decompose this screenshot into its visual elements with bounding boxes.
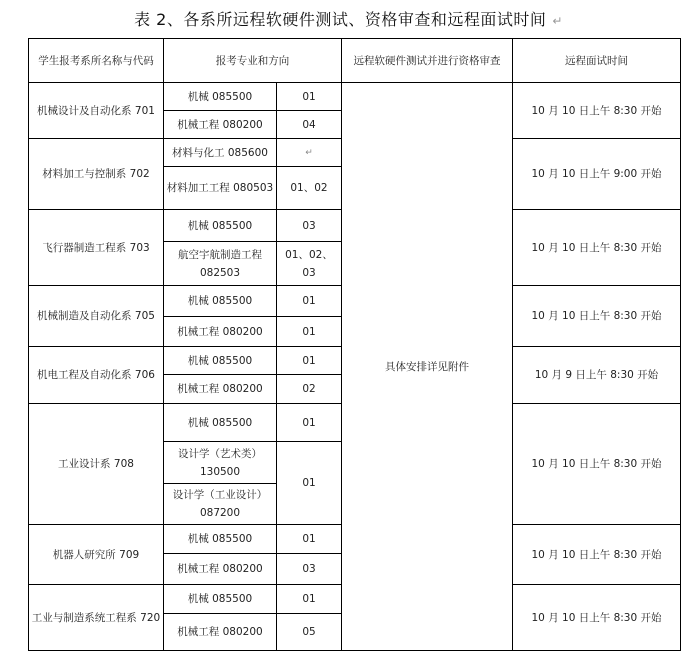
time-cell: 10 月 10 日上午 8:30 开始 (513, 83, 681, 139)
major-cell: 材料与化工 085600 (164, 139, 277, 167)
time-cell: 10 月 10 日上午 8:30 开始 (513, 404, 681, 525)
time-cell: 10 月 10 日上午 8:30 开始 (513, 525, 681, 585)
time-cell: 10 月 10 日上午 8:30 开始 (513, 286, 681, 347)
schedule-table (28, 38, 681, 651)
header-time: 远程面试时间 (513, 39, 681, 83)
direction-cell: 01 (277, 317, 342, 347)
major-cell: 机械 085500 (164, 347, 277, 375)
dept-cell: 工业设计系 708 (29, 404, 164, 525)
major-cell: 机械 085500 (164, 525, 277, 554)
direction-cell: 01 (277, 404, 342, 442)
major-cell: 机械工程 080200 (164, 111, 277, 139)
major-cell: 机械 085500 (164, 286, 277, 317)
major-cell: 机械 085500 (164, 210, 277, 242)
major-cell: 机械工程 080200 (164, 375, 277, 404)
header-test: 远程软硬件测试并进行资格审查 (342, 39, 513, 83)
time-cell: 10 月 10 日上午 8:30 开始 (513, 210, 681, 286)
major-cell: 材料加工工程 080503 (164, 167, 277, 210)
shared-note-cell: 具体安排详见附件 (342, 83, 513, 651)
major-cell: 机械工程 080200 (164, 554, 277, 585)
time-cell: 10 月 10 日上午 9:00 开始 (513, 139, 681, 210)
header-major: 报考专业和方向 (164, 39, 342, 83)
major-cell: 机械 085500 (164, 83, 277, 111)
time-cell: 10 月 9 日上午 8:30 开始 (513, 347, 681, 404)
direction-cell: 01 (277, 83, 342, 111)
time-cell: 10 月 10 日上午 8:30 开始 (513, 585, 681, 651)
direction-cell: 03 (277, 210, 342, 242)
direction-cell: 01 (277, 525, 342, 554)
major-cell: 设计学（艺术类） 130500 (164, 442, 277, 484)
direction-cell: 01 (277, 286, 342, 317)
direction-cell (277, 139, 342, 167)
major-cell: 机械工程 080200 (164, 614, 277, 651)
major-cell: 航空宇航制造工程 082503 (164, 242, 277, 286)
direction-cell: 01、02 (277, 167, 342, 210)
dept-cell: 机器人研究所 709 (29, 525, 164, 585)
table-row (29, 83, 681, 111)
major-cell: 机械工程 080200 (164, 317, 277, 347)
major-cell: 设计学（工业设计） 087200 (164, 484, 277, 525)
header-dept: 学生报考系所名称与代码 (29, 39, 164, 83)
direction-cell: 03 (277, 554, 342, 585)
major-cell: 机械 085500 (164, 404, 277, 442)
direction-cell: 05 (277, 614, 342, 651)
direction-cell: 01 (277, 585, 342, 614)
paragraph-mark-icon: ↵ (305, 148, 313, 158)
dept-cell: 机电工程及自动化系 706 (29, 347, 164, 404)
table-title: 表 2、各系所远程软硬件测试、资格审查和远程面试时间 ↵ (134, 10, 563, 29)
direction-cell: 04 (277, 111, 342, 139)
direction-cell: 01 (277, 347, 342, 375)
direction-cell: 01 (277, 442, 342, 525)
dept-cell: 飞行器制造工程系 703 (29, 210, 164, 286)
dept-cell: 材料加工与控制系 702 (29, 139, 164, 210)
dept-cell: 机械制造及自动化系 705 (29, 286, 164, 347)
paragraph-mark-icon: ↵ (552, 14, 563, 28)
major-cell: 机械 085500 (164, 585, 277, 614)
direction-cell: 02 (277, 375, 342, 404)
dept-cell: 机械设计及自动化系 701 (29, 83, 164, 139)
dept-cell: 工业与制造系统工程系 720 (29, 585, 164, 651)
header-row (29, 39, 681, 83)
direction-cell: 01、02、03 (277, 242, 342, 286)
